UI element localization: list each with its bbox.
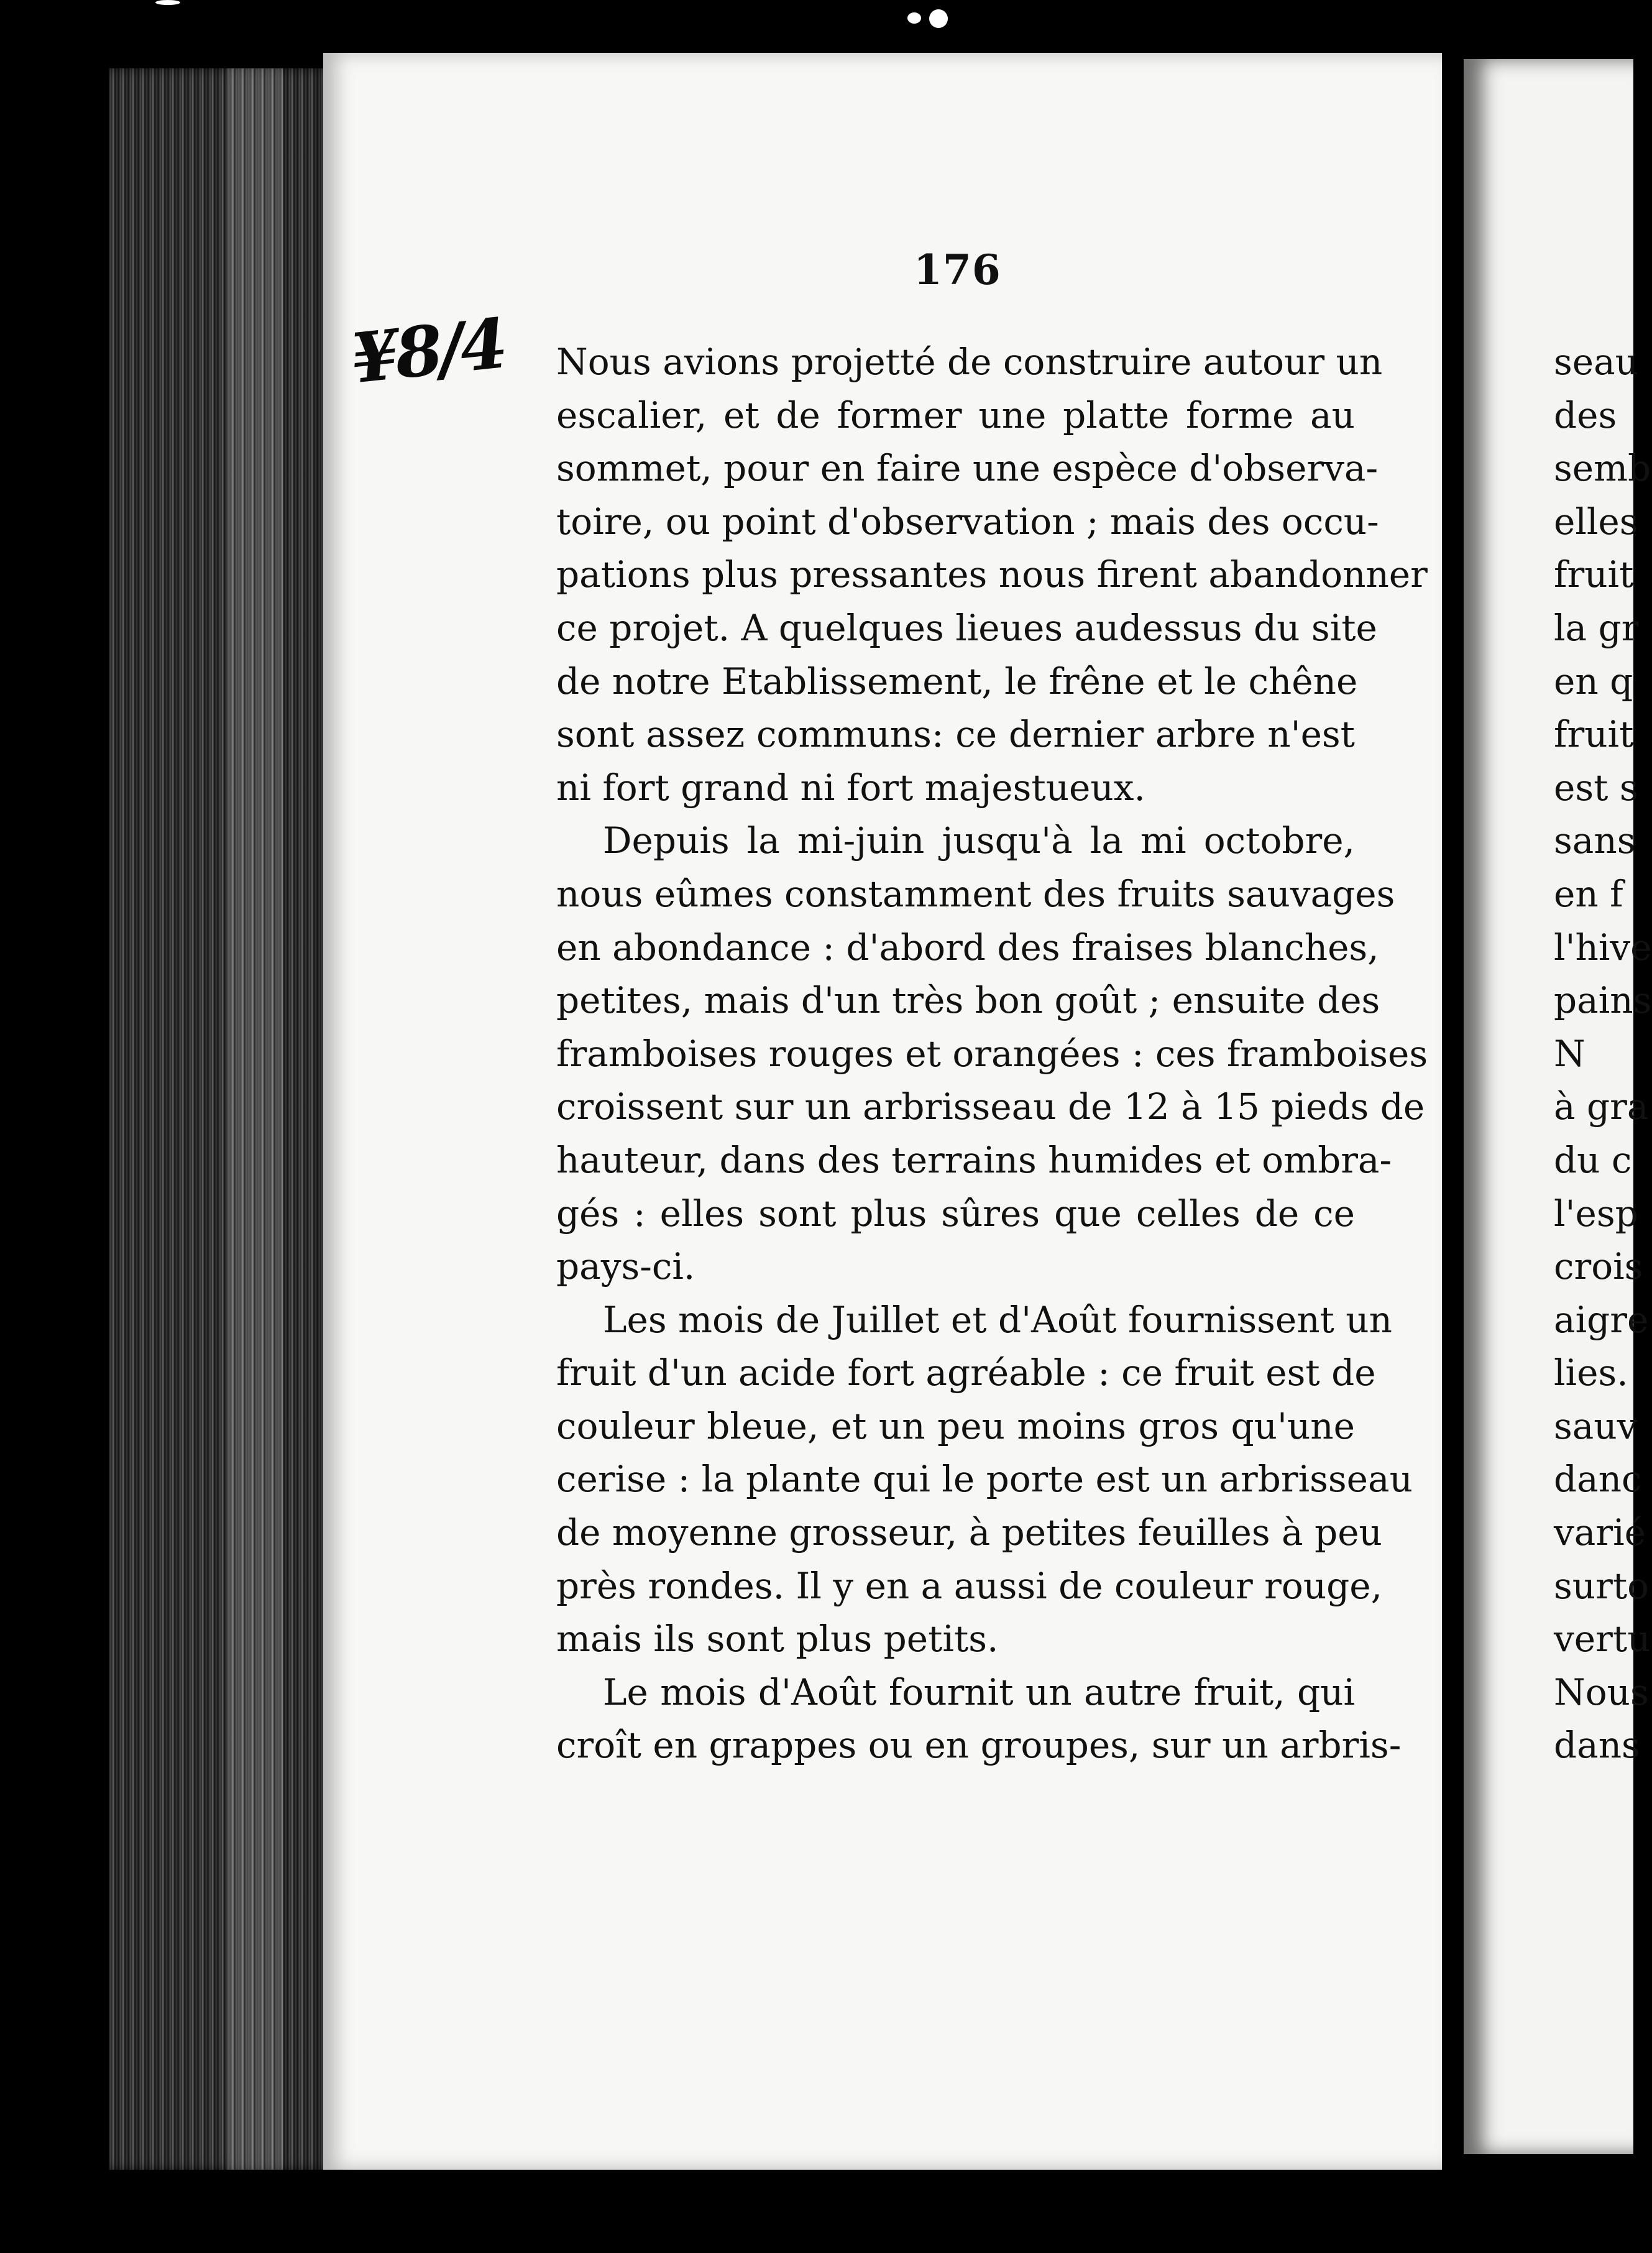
- next-page-fragment: sauv: [1554, 1404, 1638, 1447]
- text-line: ce projet. A quelques lieues audessus du site: [556, 606, 1377, 649]
- text-line: croît en grappes ou en groupes, sur un arbris-: [556, 1724, 1402, 1767]
- next-page-fragment: l'esp: [1554, 1192, 1638, 1235]
- text-line: cerise : la plante qui le porte est un arbrisseau: [556, 1458, 1413, 1501]
- text-line: sont assez communs: ce dernier arbre n'est: [556, 713, 1355, 756]
- next-page-fragment: sans: [1554, 819, 1636, 862]
- next-page-fragment: est s: [1554, 766, 1638, 809]
- next-page-fragment: aigre: [1554, 1298, 1649, 1341]
- next-page-fragment: semb: [1554, 447, 1651, 490]
- next-page-fragment: en f: [1554, 872, 1623, 915]
- text-line: hauteur, dans des terrains humides et ombra-: [556, 1138, 1392, 1181]
- page-number: 176: [914, 246, 1001, 294]
- paragraph: [556, 1666, 1402, 1772]
- text-line: escalier, et de former une platte forme au: [556, 394, 1355, 436]
- paragraph: [556, 1294, 1413, 1666]
- next-page-fragment: varié: [1554, 1511, 1646, 1554]
- text-line: croissent sur un arbrisseau de 12 à 15 pieds de: [556, 1085, 1425, 1128]
- next-page-fragment: fruit: [1554, 713, 1634, 756]
- handwritten-margin-note: ¥8/4: [347, 303, 508, 399]
- scan-speck: [907, 12, 921, 24]
- text-line: mais ils sont plus petits.: [556, 1618, 999, 1661]
- next-page-fragment: fruit: [1554, 553, 1634, 596]
- next-page-fragment: dans: [1554, 1724, 1640, 1767]
- text-line: nous eûmes constamment des fruits sauvages: [556, 872, 1395, 915]
- text-line: Nous avions projetté de construire autour un: [556, 341, 1383, 383]
- text-line: gés : elles sont plus sûres que celles de ce: [556, 1192, 1355, 1235]
- next-page-fragment: vertu: [1554, 1618, 1651, 1661]
- next-page-fragment: l'hive: [1554, 926, 1652, 969]
- next-page-fragment: lies.: [1554, 1352, 1628, 1394]
- text-line: de notre Etablissement, le frêne et le chêne: [556, 660, 1358, 703]
- text-line: petites, mais d'un très bon goût ; ensuite des: [556, 979, 1380, 1022]
- next-page-fragment: la gr: [1554, 606, 1639, 649]
- text-line: de moyenne grosseur, à petites feuilles à peu: [556, 1511, 1382, 1554]
- text-line: pations plus pressantes nous firent abandonner: [556, 553, 1428, 596]
- text-line: sommet, pour en faire une espèce d'observa-: [556, 447, 1379, 490]
- next-page-fragment: N: [1554, 1032, 1585, 1075]
- text-line: Depuis la mi-juin jusqu'à la mi octobre,: [603, 819, 1355, 862]
- text-line: fruit d'un acide fort agréable : ce fruit est de: [556, 1352, 1376, 1394]
- book-page-edges: [109, 68, 329, 2170]
- next-page-fragment: seau: [1554, 341, 1639, 383]
- text-line: framboises rouges et orangées : ces framboises: [556, 1032, 1428, 1075]
- scan-speck: [155, 0, 180, 5]
- next-page-fragment: en q: [1554, 660, 1633, 703]
- next-page-fragment: à gra: [1554, 1085, 1649, 1128]
- next-page-fragment: surto: [1554, 1564, 1650, 1607]
- next-page-fragment: des: [1554, 394, 1617, 436]
- next-page-fragment: danc: [1554, 1458, 1642, 1501]
- scan-speck: [929, 9, 948, 28]
- next-page-fragment: Nous: [1554, 1670, 1649, 1713]
- text-line: pays-ci.: [556, 1245, 695, 1288]
- paragraph: [556, 814, 1428, 1293]
- next-page-text-fragments: [1554, 336, 1652, 1772]
- text-line: couleur bleue, et un peu moins gros qu'une: [556, 1404, 1355, 1447]
- text-line: Les mois de Juillet et d'Août fournissent un: [603, 1298, 1392, 1341]
- next-page-fragment: elles: [1554, 500, 1638, 543]
- text-line: près rondes. Il y en a aussi de couleur rouge,: [556, 1564, 1383, 1607]
- text-line: Le mois d'Août fournit un autre fruit, qui: [603, 1670, 1355, 1713]
- text-line: ni fort grand ni fort majestueux.: [556, 766, 1145, 809]
- text-line: en abondance : d'abord des fraises blanches,: [556, 926, 1379, 969]
- text-line: toire, ou point d'observation ; mais des occu-: [556, 500, 1379, 543]
- page-edge-highlight: [227, 68, 283, 2170]
- next-page-fragment: pains: [1554, 979, 1652, 1022]
- next-page-fragment: du c: [1554, 1138, 1632, 1181]
- paragraph: [556, 336, 1428, 814]
- page-body-text: [556, 336, 1428, 1772]
- next-page-fragment: crois: [1554, 1245, 1643, 1288]
